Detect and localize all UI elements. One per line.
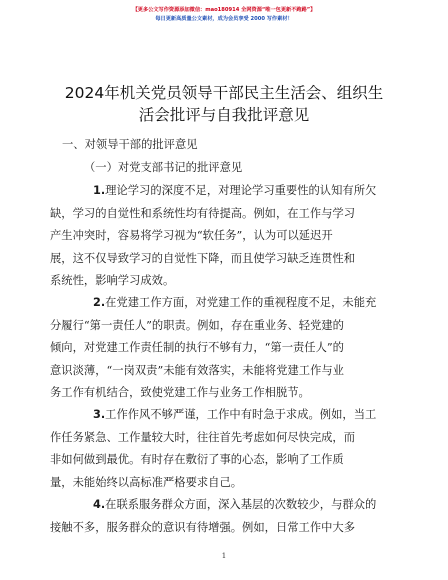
paragraph-1 [50, 180, 398, 293]
promo-banner [0, 6, 448, 24]
paragraph-text: 理论学习的深度不足，对理论学习重要性的认知有所欠 [105, 184, 377, 197]
paragraph-text: 在党建工作方面，对党建工作的重视程度不足，未能充 [105, 296, 377, 309]
paragraph-3 [50, 404, 398, 494]
title-line-1: 2024年机关党员领导干部民主生活会、组织生 [64, 84, 384, 102]
paragraph-line: 倾向，对党建工作责任制的执行不够有力，“第一责任人”的 [50, 341, 344, 354]
paragraph-line: 非如何做到最优。有时存在敷衍了事的心态，影响了工作质 [50, 453, 344, 466]
paragraph-line: 务工作有机结合，致使党建工作与业务工作相脱节。 [50, 386, 310, 399]
paragraph-line: 产生冲突时，容易将学习视为“软任务”，认为可以延迟开 [50, 229, 333, 242]
paragraph-line: 意识淡薄，“一岗双责”未能有效落实，未能将党建工作与业 [50, 363, 344, 377]
paragraph-line: 展，这不仅导致学习的自觉性下降，而且使学习缺乏连贯性和 [50, 251, 356, 265]
document-title [40, 82, 408, 126]
paragraph-number: 2. [93, 296, 106, 309]
banner-line-1: 【更多公文写作资源添加微信：mao180914 全网资源“唯一包更新不跑路”】 [132, 7, 316, 13]
paragraph-line [50, 292, 398, 315]
paragraph-line: 缺，学习的自觉性和系统性均有待提高。例如，在工作与学习 [50, 206, 356, 220]
paragraph-line [50, 494, 398, 517]
paragraph-number: 1. [93, 184, 106, 197]
paragraph-line: 量，未能始终以高标准严格要求自己。 [50, 475, 243, 489]
paragraph-text: 工作作风不够严谨，工作中有时急于求成。例如，当工 [105, 408, 377, 421]
paragraph-text: 在联系服务群众方面，深入基层的次数较少，与群众的 [105, 498, 377, 511]
paragraph-number: 3. [93, 408, 106, 421]
paragraph-line: 接触不多，服务群众的意识有待增强。例如，日常工作中大多 [50, 520, 356, 534]
paragraph-line: 分履行“第一责任人”的职责。例如，存在重业务、轻党建的 [50, 318, 344, 332]
paragraph-line: 系统性，影响学习成效。 [50, 274, 175, 287]
paragraph-number: 4. [93, 498, 106, 511]
paragraph-2 [50, 292, 398, 405]
section-heading: 一、对领导干部的批评意见 [62, 138, 198, 151]
paragraph-4 [50, 494, 398, 539]
title-line-2: 活会批评与自我批评意见 [138, 106, 310, 124]
paragraph-line [50, 180, 398, 203]
banner-line-2: 每日更新高质量公文素材，成为会员享受 2000 写作素材！ [155, 16, 293, 22]
subsection-heading: （一）对党支部书记的批评意见 [84, 161, 243, 174]
paragraph-line: 作任务紧急、工作量较大时，往往首先考虑如何尽快完成，而 [50, 430, 356, 444]
page-number: 1 [221, 552, 227, 560]
paragraph-line [50, 404, 398, 427]
